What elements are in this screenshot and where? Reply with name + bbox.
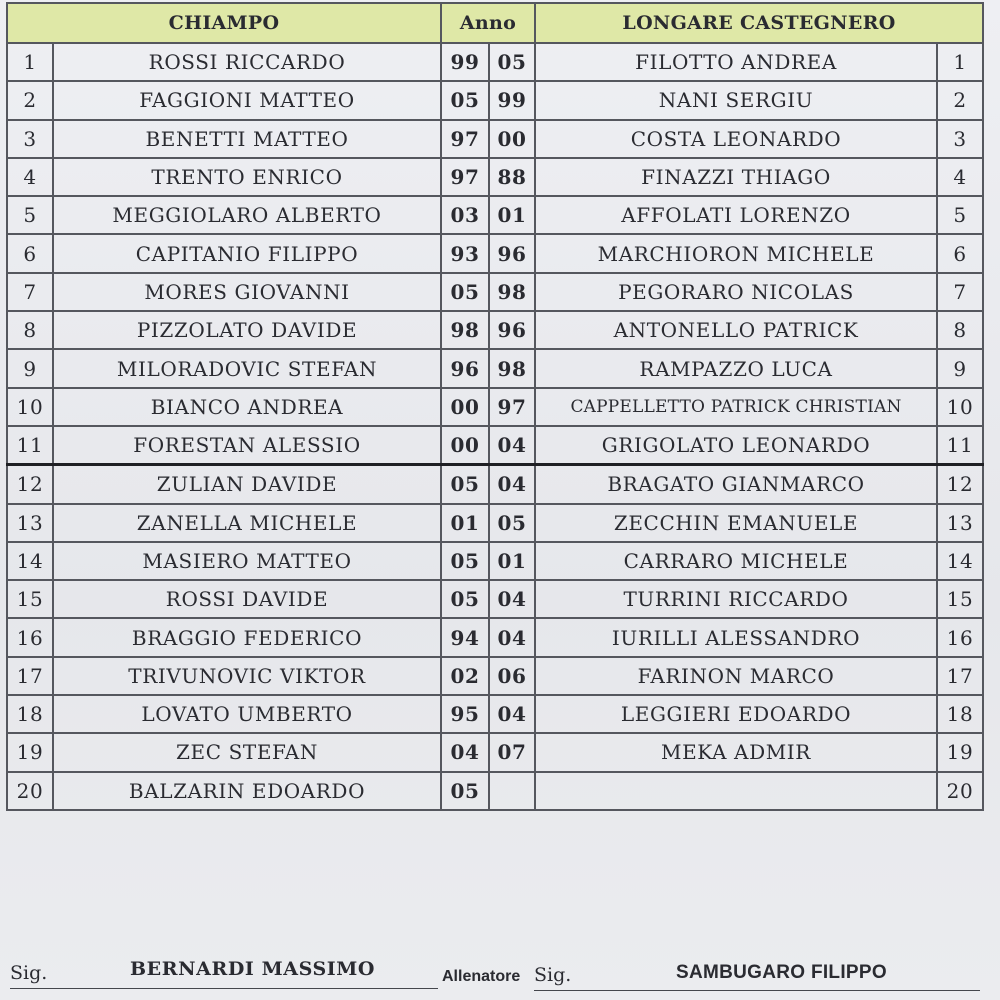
away-player-name: RAMPAZZO LUCA (535, 349, 937, 387)
away-player-year (489, 772, 535, 810)
roster-row (7, 465, 983, 504)
roster-row (7, 234, 983, 272)
away-player-year: 04 (489, 618, 535, 656)
home-player-number: 5 (7, 196, 53, 234)
away-player-year: 98 (489, 349, 535, 387)
away-player-name (535, 772, 937, 810)
away-player-name: IURILLI ALESSANDRO (535, 618, 937, 656)
home-player-name: TRENTO ENRICO (53, 158, 441, 196)
away-player-name: PEGORARO NICOLAS (535, 273, 937, 311)
home-player-year: 05 (441, 273, 489, 311)
away-player-number: 11 (937, 426, 983, 465)
roster-row (7, 81, 983, 119)
home-player-name: ZULIAN DAVIDE (53, 465, 441, 504)
away-player-name: BRAGATO GIANMARCO (535, 465, 937, 504)
away-player-year: 00 (489, 120, 535, 158)
roster-row (7, 311, 983, 349)
home-player-number: 7 (7, 273, 53, 311)
home-team-header: CHIAMPO (7, 3, 441, 43)
away-player-year: 04 (489, 426, 535, 465)
away-player-name: FINAZZI THIAGO (535, 158, 937, 196)
home-player-year: 01 (441, 504, 489, 542)
away-player-number: 16 (937, 618, 983, 656)
home-player-name: LOVATO UMBERTO (53, 695, 441, 733)
away-player-number: 7 (937, 273, 983, 311)
roster-row (7, 733, 983, 771)
away-team-header: LONGARE CASTEGNERO (535, 3, 983, 43)
roster-row (7, 580, 983, 618)
home-player-name: BENETTI MATTEO (53, 120, 441, 158)
away-player-name: MEKA ADMIR (535, 733, 937, 771)
away-player-number: 20 (937, 772, 983, 810)
home-player-name: MILORADOVIC STEFAN (53, 349, 441, 387)
away-player-name: CARRARO MICHELE (535, 542, 937, 580)
home-player-number: 14 (7, 542, 53, 580)
away-player-year: 99 (489, 81, 535, 119)
home-player-number: 8 (7, 311, 53, 349)
away-player-number: 6 (937, 234, 983, 272)
away-player-name: NANI SERGIU (535, 81, 937, 119)
away-player-number: 5 (937, 196, 983, 234)
right-coach-name: SAMBUGARO FILIPPO (676, 962, 887, 983)
home-player-name: CAPITANIO FILIPPO (53, 234, 441, 272)
away-player-year: 05 (489, 504, 535, 542)
away-player-year: 07 (489, 733, 535, 771)
away-player-name: ZECCHIN EMANUELE (535, 504, 937, 542)
home-player-year: 95 (441, 695, 489, 733)
away-player-year: 88 (489, 158, 535, 196)
away-player-year: 98 (489, 273, 535, 311)
roster-row (7, 273, 983, 311)
roster-row (7, 158, 983, 196)
home-player-year: 96 (441, 349, 489, 387)
away-player-number: 15 (937, 580, 983, 618)
roster-row (7, 542, 983, 580)
home-player-year: 04 (441, 733, 489, 771)
roster-row (7, 618, 983, 656)
home-player-name: MORES GIOVANNI (53, 273, 441, 311)
home-player-number: 4 (7, 158, 53, 196)
away-player-year: 05 (489, 43, 535, 81)
roster-row (7, 657, 983, 695)
away-player-number: 10 (937, 388, 983, 426)
home-player-name: MASIERO MATTEO (53, 542, 441, 580)
away-player-number: 12 (937, 465, 983, 504)
home-player-number: 6 (7, 234, 53, 272)
home-player-year: 99 (441, 43, 489, 81)
home-player-year: 98 (441, 311, 489, 349)
home-player-year: 02 (441, 657, 489, 695)
home-player-year: 97 (441, 158, 489, 196)
away-player-name: COSTA LEONARDO (535, 120, 937, 158)
away-player-number: 3 (937, 120, 983, 158)
home-player-year: 05 (441, 580, 489, 618)
away-player-name: FARINON MARCO (535, 657, 937, 695)
away-player-number: 17 (937, 657, 983, 695)
away-player-name: TURRINI RICCARDO (535, 580, 937, 618)
away-player-name: LEGGIERI EDOARDO (535, 695, 937, 733)
home-player-year: 03 (441, 196, 489, 234)
away-player-year: 06 (489, 657, 535, 695)
left-sig-label: Sig. (10, 962, 48, 984)
away-player-number: 9 (937, 349, 983, 387)
away-player-number: 19 (937, 733, 983, 771)
home-player-name: BRAGGIO FEDERICO (53, 618, 441, 656)
home-player-name: FAGGIONI MATTEO (53, 81, 441, 119)
roster-row (7, 43, 983, 81)
away-player-year: 04 (489, 695, 535, 733)
home-player-name: ROSSI RICCARDO (53, 43, 441, 81)
away-player-name: GRIGOLATO LEONARDO (535, 426, 937, 465)
away-player-name: CAPPELLETTO PATRICK CHRISTIAN (535, 388, 937, 426)
year-header: Anno (441, 3, 535, 43)
away-player-year: 96 (489, 234, 535, 272)
away-player-number: 8 (937, 311, 983, 349)
home-player-name: ZEC STEFAN (53, 733, 441, 771)
right-sig-label: Sig. (534, 964, 572, 986)
header-row (7, 3, 983, 43)
away-player-number: 1 (937, 43, 983, 81)
away-player-name: FILOTTO ANDREA (535, 43, 937, 81)
roster-row (7, 426, 983, 465)
home-player-name: ZANELLA MICHELE (53, 504, 441, 542)
roster-row (7, 388, 983, 426)
home-player-number: 18 (7, 695, 53, 733)
home-player-number: 12 (7, 465, 53, 504)
home-player-year: 97 (441, 120, 489, 158)
home-player-number: 19 (7, 733, 53, 771)
home-player-year: 05 (441, 81, 489, 119)
home-player-number: 13 (7, 504, 53, 542)
home-player-number: 16 (7, 618, 53, 656)
home-player-number: 11 (7, 426, 53, 465)
home-player-number: 2 (7, 81, 53, 119)
away-player-year: 01 (489, 542, 535, 580)
away-player-year: 01 (489, 196, 535, 234)
roster-row (7, 695, 983, 733)
roster-row (7, 349, 983, 387)
home-player-year: 93 (441, 234, 489, 272)
away-player-name: MARCHIORON MICHELE (535, 234, 937, 272)
left-coach-name: BERNARDI MASSIMO (130, 958, 376, 980)
home-player-name: MEGGIOLARO ALBERTO (53, 196, 441, 234)
home-player-number: 10 (7, 388, 53, 426)
home-player-number: 17 (7, 657, 53, 695)
roster-row (7, 120, 983, 158)
home-player-number: 20 (7, 772, 53, 810)
coach-role-label: Allenatore (442, 968, 521, 985)
away-player-year: 96 (489, 311, 535, 349)
home-player-year: 94 (441, 618, 489, 656)
left-signature-line (10, 988, 438, 989)
away-player-year: 04 (489, 465, 535, 504)
home-player-year: 05 (441, 772, 489, 810)
home-player-number: 3 (7, 120, 53, 158)
home-player-number: 1 (7, 43, 53, 81)
home-player-name: BALZARIN EDOARDO (53, 772, 441, 810)
home-player-year: 05 (441, 465, 489, 504)
roster-table (6, 2, 984, 811)
roster-row (7, 772, 983, 810)
right-signature-line (534, 990, 980, 991)
away-player-number: 2 (937, 81, 983, 119)
away-player-name: ANTONELLO PATRICK (535, 311, 937, 349)
away-player-number: 14 (937, 542, 983, 580)
home-player-name: ROSSI DAVIDE (53, 580, 441, 618)
away-player-name: AFFOLATI LORENZO (535, 196, 937, 234)
away-player-number: 13 (937, 504, 983, 542)
roster-row (7, 504, 983, 542)
home-player-year: 00 (441, 426, 489, 465)
home-player-name: TRIVUNOVIC VIKTOR (53, 657, 441, 695)
away-player-number: 18 (937, 695, 983, 733)
home-player-year: 00 (441, 388, 489, 426)
home-player-name: PIZZOLATO DAVIDE (53, 311, 441, 349)
away-player-year: 97 (489, 388, 535, 426)
home-player-number: 9 (7, 349, 53, 387)
signature-footer (0, 940, 1000, 1000)
away-player-number: 4 (937, 158, 983, 196)
away-player-year: 04 (489, 580, 535, 618)
home-player-name: FORESTAN ALESSIO (53, 426, 441, 465)
home-player-name: BIANCO ANDREA (53, 388, 441, 426)
home-player-year: 05 (441, 542, 489, 580)
home-player-number: 15 (7, 580, 53, 618)
roster-row (7, 196, 983, 234)
